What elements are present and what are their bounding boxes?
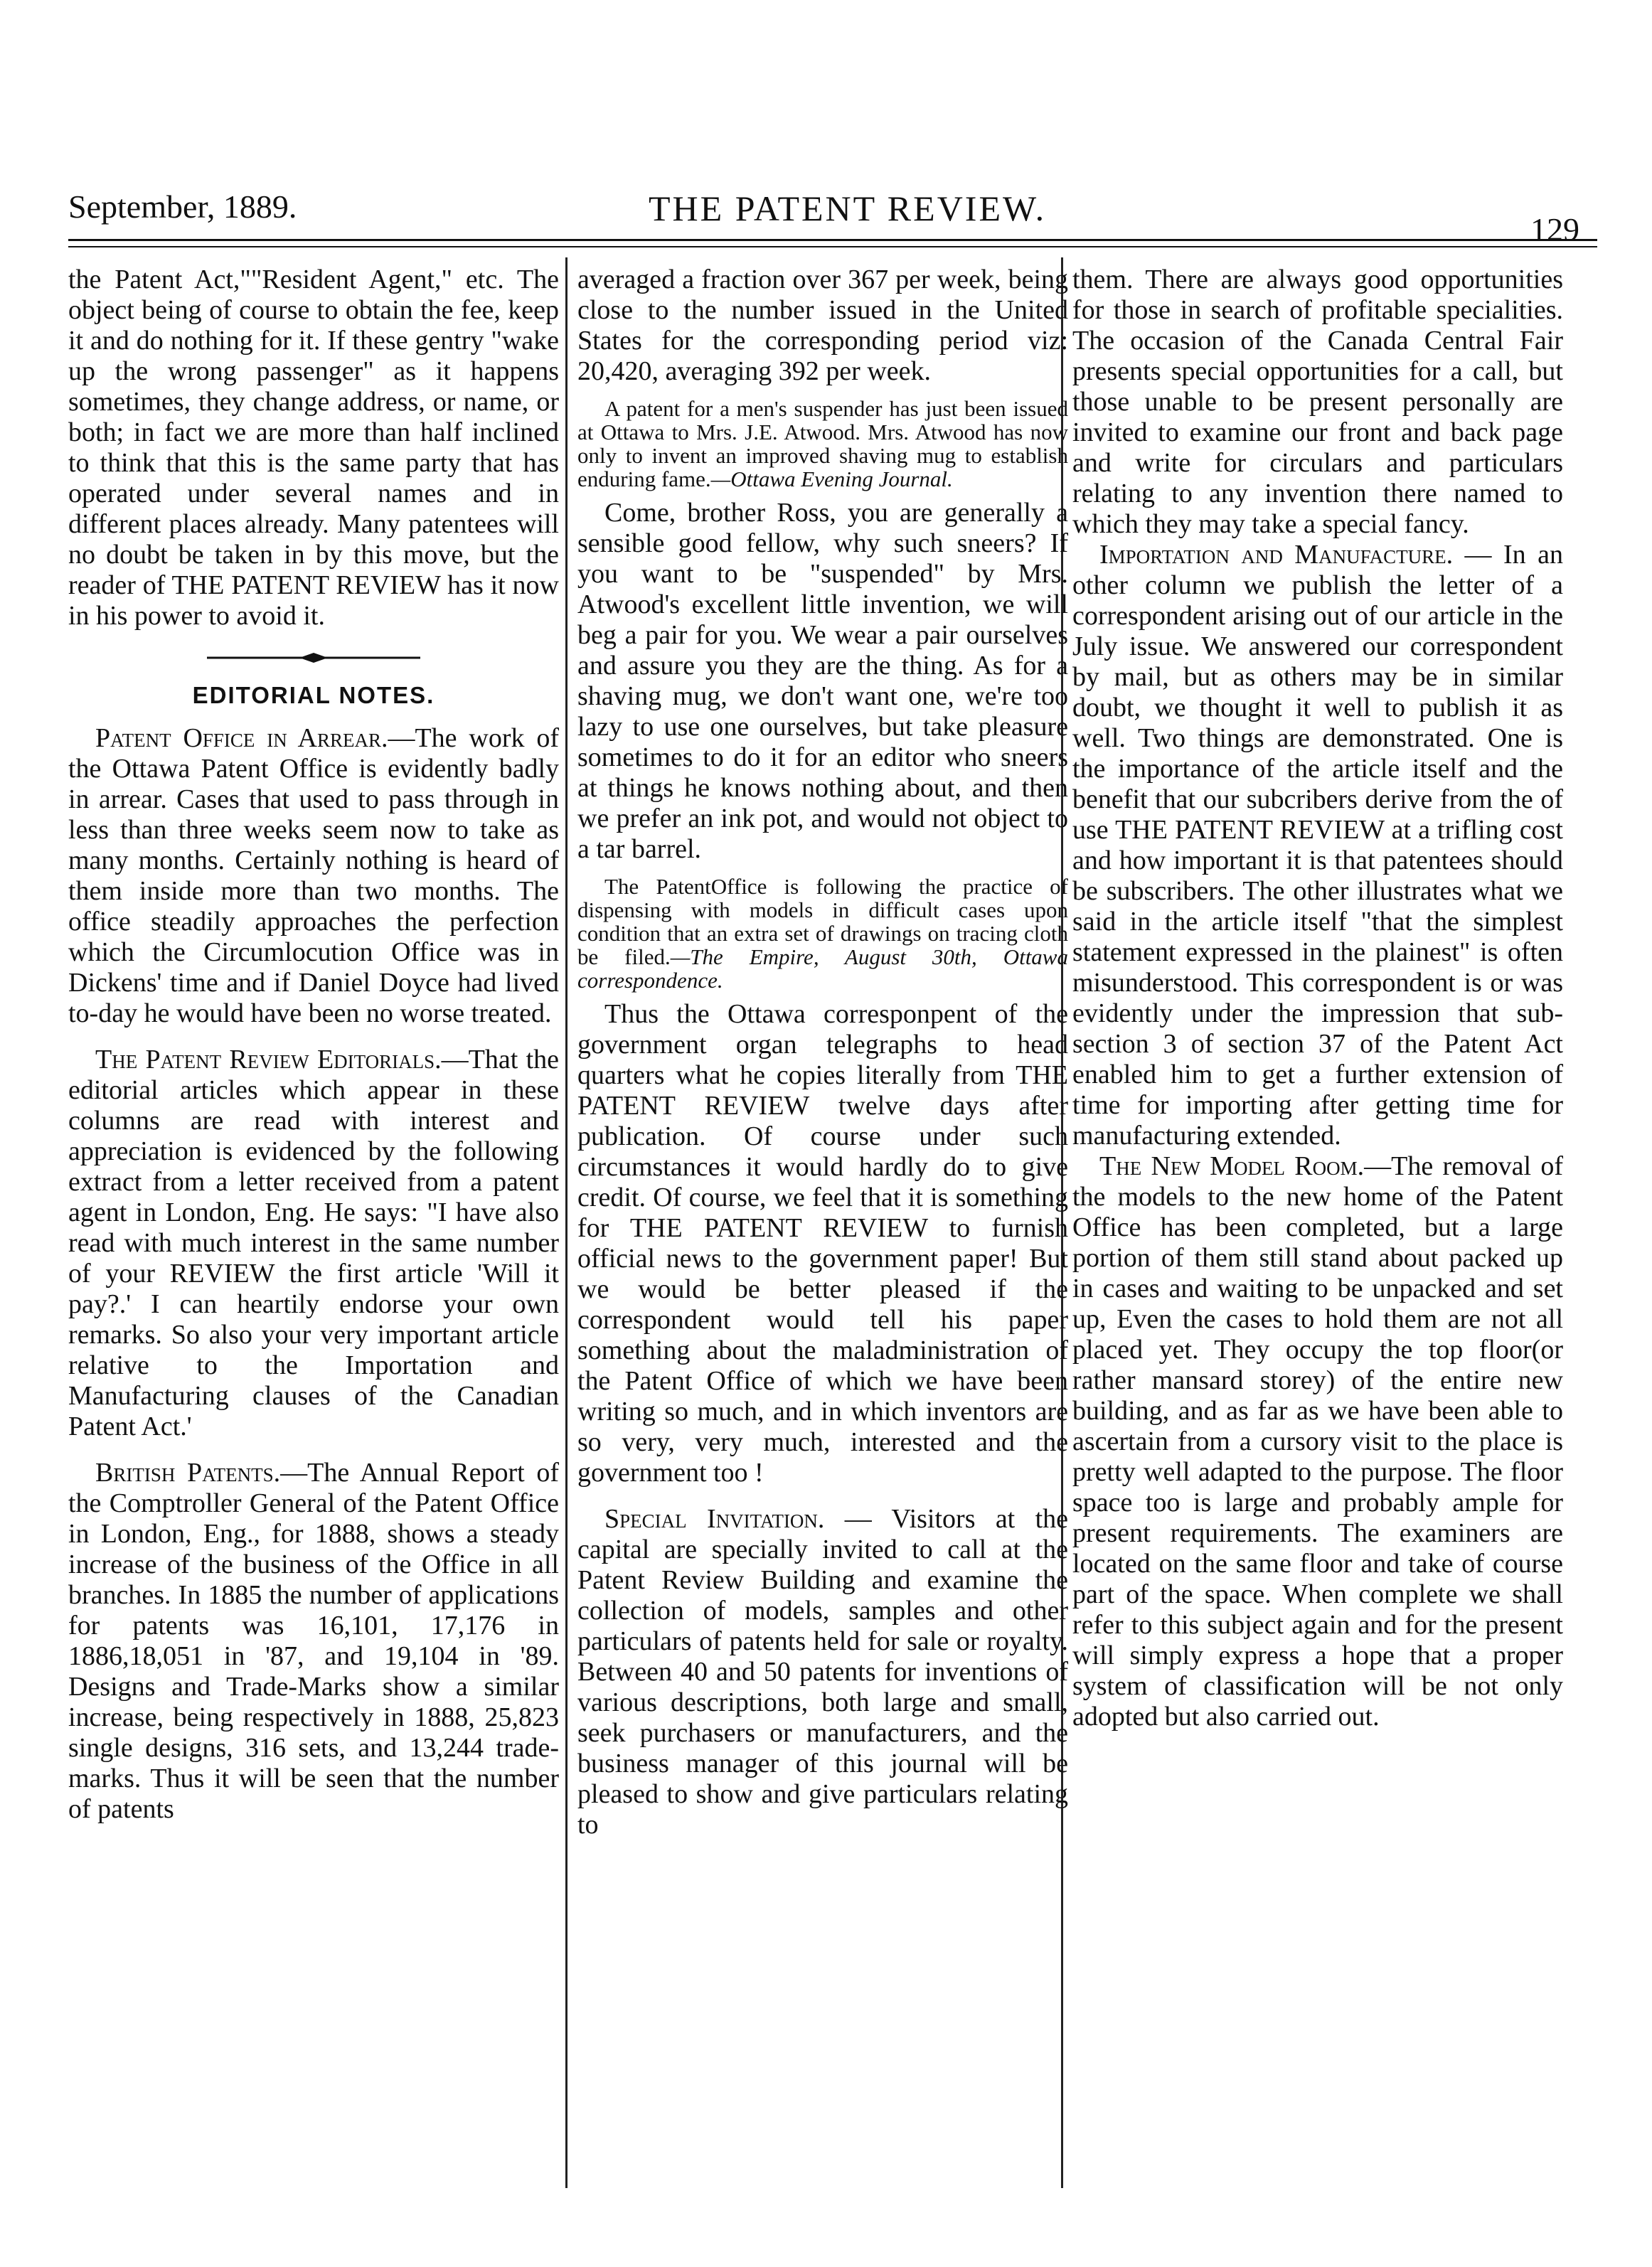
section-ornament	[207, 653, 420, 663]
quote-text: The PatentOffice is following the practice of dispensing with models in difficult cases upon condition that an extra set of drawings on tracing cloth be filed.	[577, 874, 1068, 969]
quoted-item	[577, 875, 1068, 992]
note-body: —That the editorial articles which appear in these columns are read with interest and appreciation is evidenced by the following extract from a letter received from a patent agent in London, Eng. He says: "I have also read with much interest in the same number of your REVIEW the first article 'Will it pay?.' I can heartily endorse your own remarks. So also your very important article relative to the Importation and Manufacturing clauses of the Canadian Patent Act.'	[68, 1045, 560, 1441]
note-new-model-room	[1072, 1151, 1563, 1732]
continued-article-text: averaged a fraction over 367 per week, being close to the number issued in the United States for the corresponding period viz: 20,420, averaging 392 per week.	[577, 265, 1068, 386]
quote-source: —Ottawa Evening Journal.	[710, 466, 953, 491]
header-rule	[68, 239, 1597, 241]
quote-text: A patent for a men's suspender has just been issued at Ottawa to Mrs. J.E. Atwood. Mrs. Atwood has now only to invent an improved shaving mug to establish enduring fame.	[577, 396, 1068, 491]
column-1	[68, 265, 559, 1825]
note-body: — In an other column we publish the letter of a correspondent arising out of our article in the July issue. We answered our correspondent by mail, but as others may be in similar doubt, we thought it well to publish it as well. Two things are demonstrated. One is the importance of the article itself and the benefit that our subcribers derive from the of use THE PATENT REVIEW at a trifling cost and how important it is that patentees should be subscribers. The other illustrates what we said in the article itself "that the simplest statement expressed in the plainest" is often misunderstood. This correspondent is or was evidently under the impression that sub-section 3 of section 37 of the Patent Act enabled him to get a further extension of time for importing after getting time for manufacturing extended.	[1072, 540, 1563, 1151]
publication-title: THE PATENT REVIEW.	[649, 188, 1047, 228]
issue-date: September, 1889.	[68, 188, 297, 225]
column-divider	[565, 257, 567, 2188]
note-response-suspender: Come, brother Ross, you are generally a sensible good fellow, why such sneers? If you want to be "suspended" by Mrs. Atwood's excellent little invention, we will beg a pair for you. We wear a pair ourselves and assure you they are the thing. As for a shaving mug, we don't want one, we're too lazy to use one ourselves, but take pleasure sometimes to do it for an editor who sneers at things he knows nothing about, and then we prefer an ink pot, and would not object to a tar barrel.	[577, 498, 1068, 864]
note-ottawa-correspondent: Thus the Ottawa corresponpent of the government organ telegraphs to head quarters what he copies literally from THE PATENT REVIEW twelve days after publication. Of course under such circumstances it would hardly do to give credit. Of course, we feel that it is something for THE PATENT REVIEW to furnish official news to the government paper! But we would be better pleased if the correspondent would tell his paper something about the maladministration of the Patent Office of which we have been writing so much, and in which inventors are so very, very much, interested and the government too !	[577, 999, 1068, 1488]
note-title: The Patent Review Editorials.	[95, 1045, 442, 1074]
column-2	[577, 265, 1068, 1840]
quote-source: —The Empire, August 30th, Ottawa correspondence.	[577, 944, 1068, 993]
note-title: British Patents.	[95, 1458, 281, 1488]
note-body: —The Annual Report of the Comptroller General of the Patent Office in London, Eng., for 1888, shows a steady increase of the business of the Office in all branches. In 1885 the number of applications for patents was 16,101, 17,176 in 1886,18,051 in '87, and 19,104 in '89. Designs and Trade-Marks show a similar increase, being respectively in 1888, 25,823 single designs, 316 sets, and 13,244 trade-marks. Thus it will be seen that the number of patents	[68, 1458, 559, 1824]
note-title: Importation and Manufacture.	[1099, 540, 1454, 570]
note-patent-review-editorials	[68, 1045, 559, 1442]
note-body: — Visitors at the capital are specially invited to call at the Patent Review Building and examine the collection of models, samples and other particulars of patents held for sale or royalty. Between 40 and 50 patents for inventions of various descriptions, both large and small, seek purchasers or manufacturers, and the business manager of this journal will be pleased to show and give particulars relating to	[577, 1504, 1068, 1840]
note-patent-office-arrear	[68, 723, 559, 1029]
note-title: The New Model Room.	[1099, 1151, 1365, 1181]
note-body: —The work of the Ottawa Patent Office is evidently badly in arrear. Cases that used to pass through in less than three weeks seem now to take as many months. Certainly nothing is heard of them inside more than two months. The office steadily approaches the perfection which the Circumlocution Office was in Dickens' time and if Daniel Doyce had lived to-day he would have been no worse treated.	[68, 723, 559, 1028]
editorial-notes-heading: EDITORIAL NOTES.	[192, 682, 435, 708]
continued-article-text: them. There are always good opportunities for those in search of profitable specialities. The occasion of the Canada Central Fair presents special opportunities for a call, but those unable to be present personally are invited to examine our front and back page and write for circulars and particulars relating to any invention there named to which they may take a special fancy.	[1072, 265, 1563, 539]
note-special-invitation	[577, 1504, 1068, 1840]
note-british-patents	[68, 1458, 559, 1825]
column-3	[1072, 265, 1563, 1732]
header-rule-secondary	[68, 246, 1597, 247]
note-title: Special Invitation.	[604, 1504, 825, 1534]
page-number: 129	[1530, 211, 1579, 247]
continued-article-text: the Patent Act,""Resident Agent," etc. The object being of course to obtain the fee, keep it and do nothing for it. If these gentry "wake up the wrong passenger" as it happens sometimes, they change address, or name, or both; in fact we are more than half inclined to think that this is the same party that has operated under several names and in different places already. Many patentees will no doubt be taken in by this move, but the reader of THE PATENT REVIEW has it now in his power to avoid it.	[68, 265, 559, 631]
quoted-item	[577, 397, 1068, 491]
note-body: —The removal of the models to the new home of the Patent Office has been completed, but a large portion of them still stand about packed up in cases and waiting to be unpacked and set up, Even the cases to hold them are not all placed yet. They occupy the top floor(or rather mansard storey) of the entire new building, and as far as we have been able to ascertain from a cursory visit to the place is pretty well adapted to the purpose. The floor space too is large and probably ample for present requirements. The examiners are located on the same floor and take of course part of the space. When complete we shall refer to this subject again and for the present will simply express a hope that a proper system of classification will be not only adopted but also carried out.	[1072, 1151, 1563, 1732]
note-title: Patent Office in Arrear.	[95, 723, 388, 753]
note-importation-manufacture	[1072, 540, 1563, 1151]
